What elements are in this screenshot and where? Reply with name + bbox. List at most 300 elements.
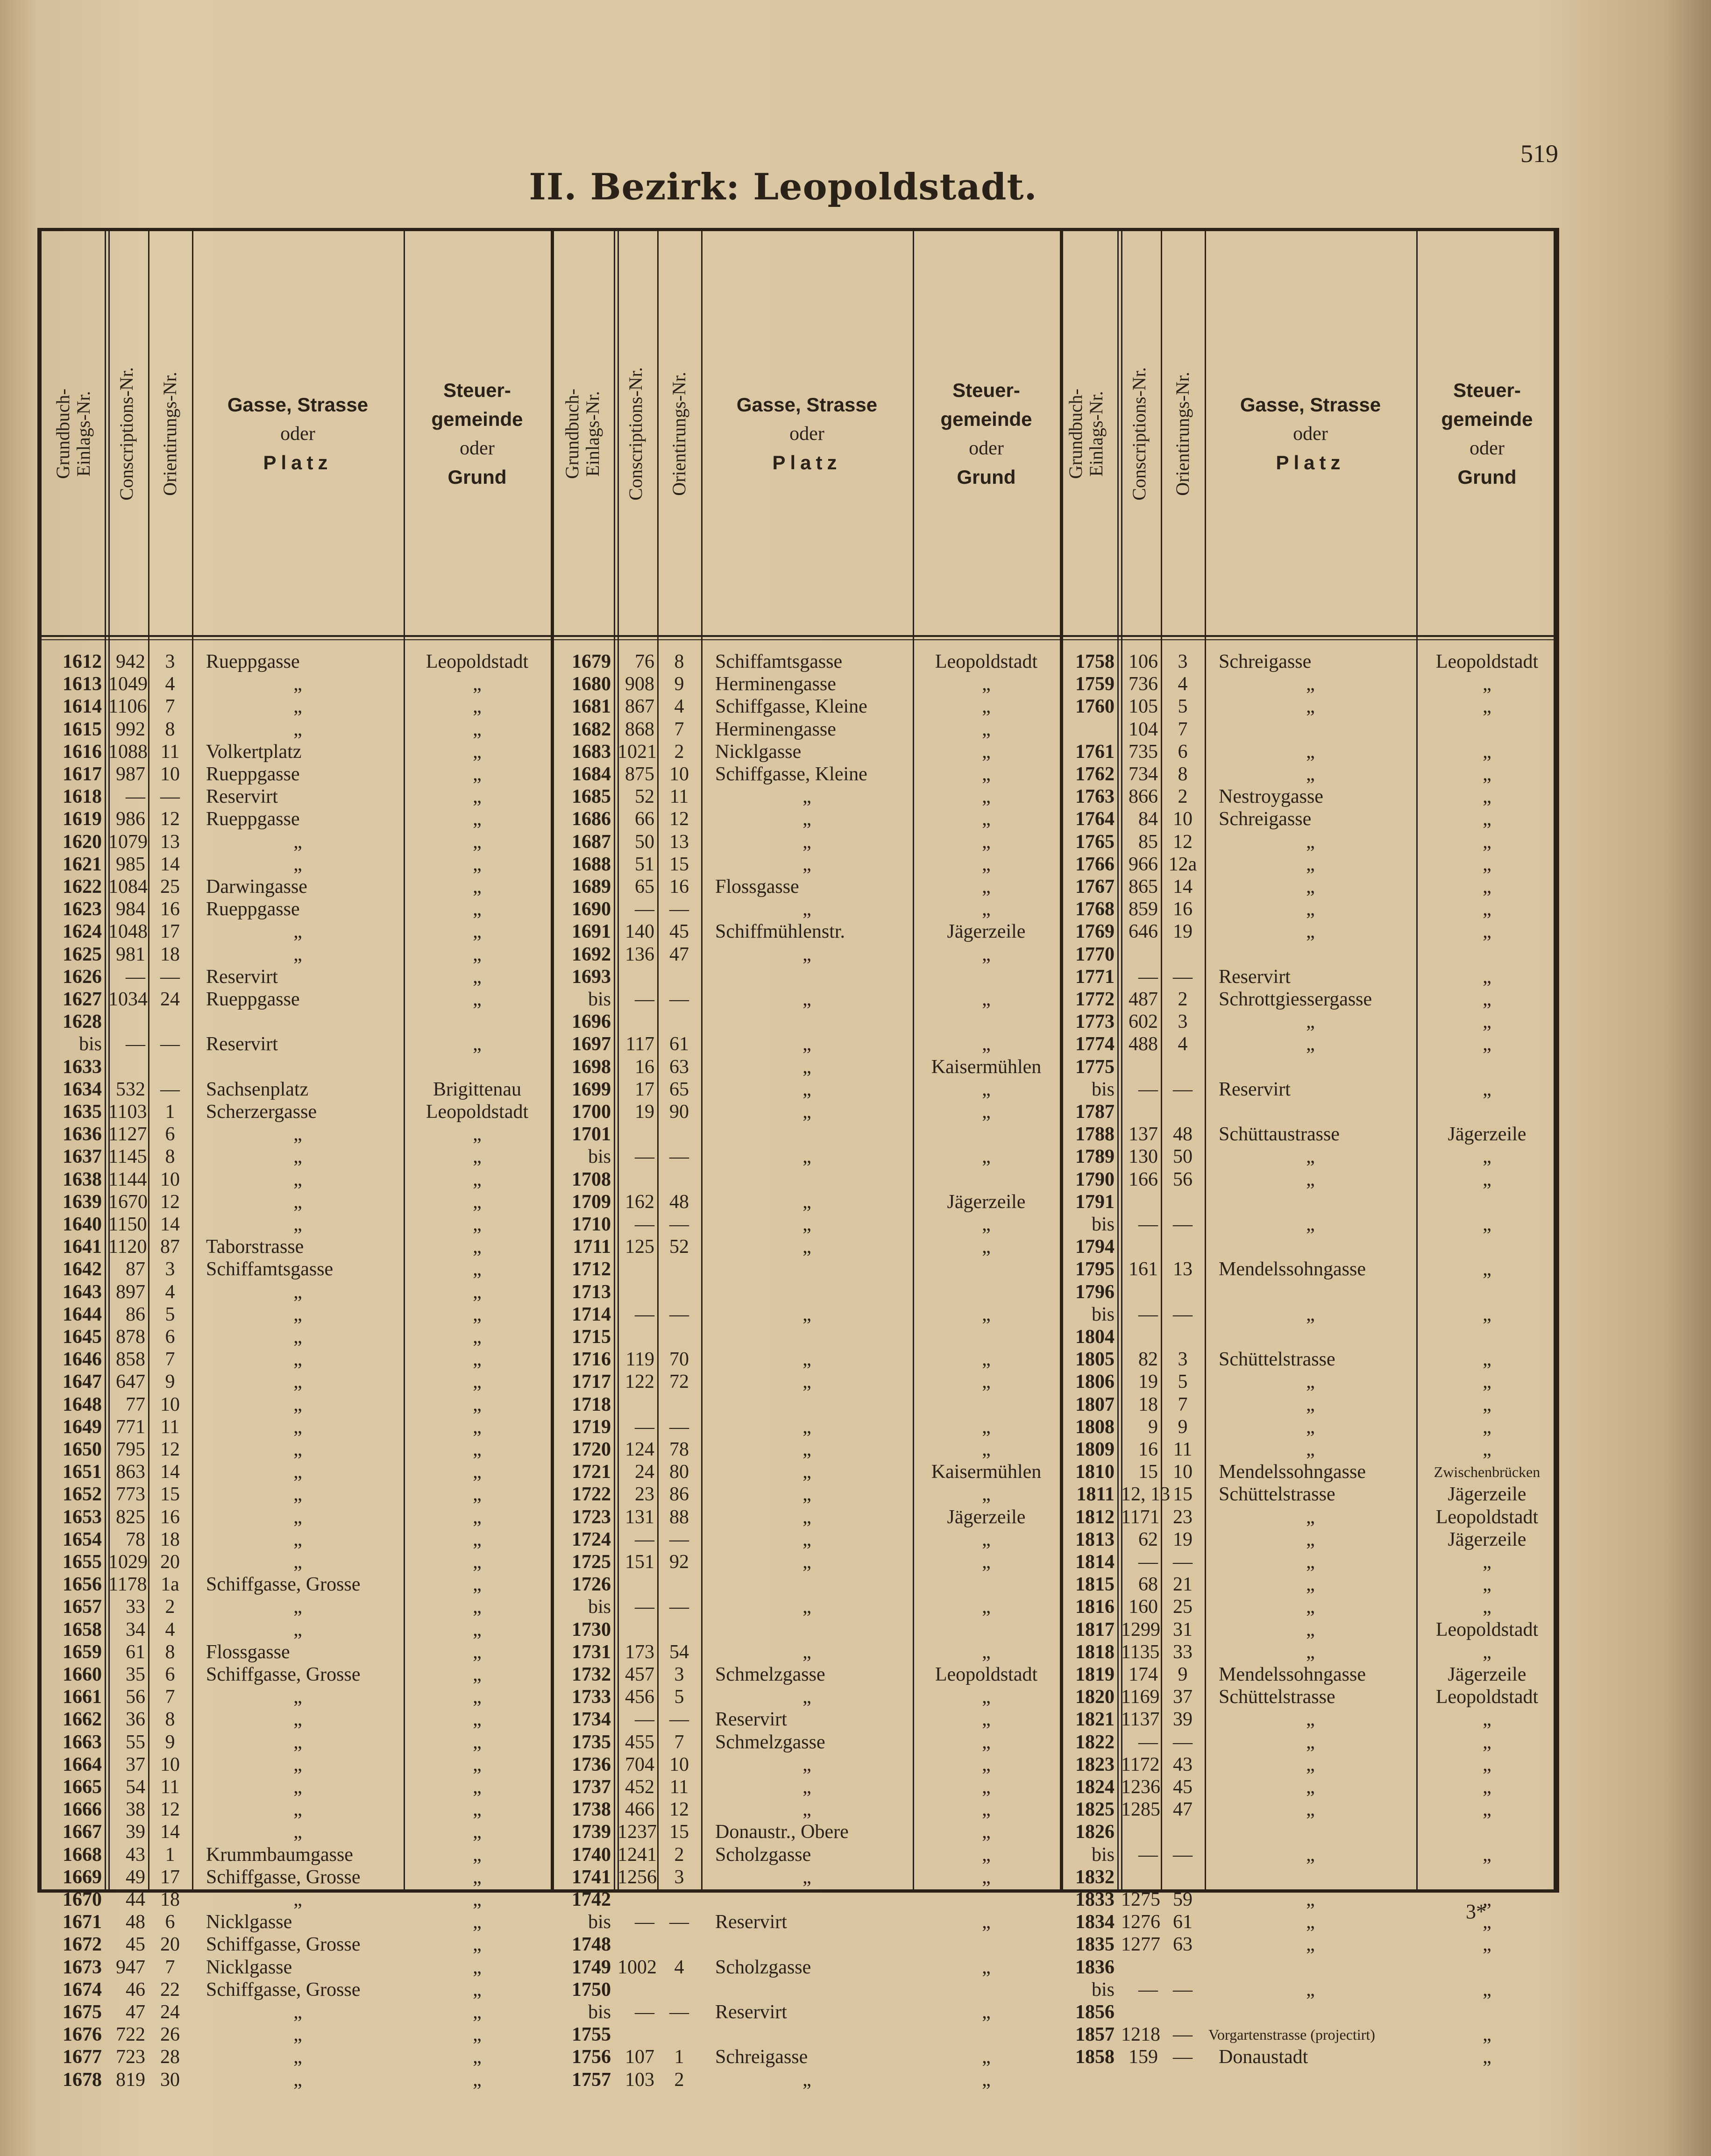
header-gasse-line1: Gasse, Strasse: [736, 394, 878, 416]
conscriptions-nr: —: [635, 1214, 654, 1235]
gasse-name: Nestroygasse: [1219, 786, 1323, 808]
table-row: [551, 1011, 1060, 1033]
grundbuch-nr: 1790: [1075, 1168, 1115, 1190]
table-row: [1054, 1596, 1558, 1618]
steuergemeinde: „: [1483, 696, 1491, 718]
steuergemeinde: „: [473, 921, 482, 943]
gasse-name: „: [802, 1033, 811, 1055]
conscriptions-nr: 1237: [618, 1821, 657, 1843]
conscriptions-nr: 1670: [108, 1191, 148, 1213]
orientirungs-nr: 6: [165, 1124, 175, 1145]
orientirungs-nr: 12: [669, 808, 689, 830]
orientirungs-nr: 10: [669, 763, 689, 785]
orientirungs-nr: 7: [1178, 718, 1188, 740]
gasse-name: „: [802, 1349, 811, 1371]
grundbuch-nr: 1856: [1075, 2001, 1115, 2023]
orientirungs-nr: —: [160, 786, 180, 808]
steuergemeinde: „: [473, 741, 482, 763]
conscriptions-nr: 162: [625, 1191, 654, 1213]
conscriptions-nr: 1275: [1121, 1889, 1160, 1910]
grundbuch-nr: bis: [1091, 1303, 1115, 1325]
table-row: [42, 966, 551, 988]
table-row: [551, 673, 1060, 695]
grundbuch-nr: 1832: [1075, 1866, 1115, 1888]
conscriptions-nr: 151: [625, 1551, 654, 1573]
steuergemeinde: Jägerzeile: [1448, 1664, 1526, 1685]
steuergemeinde: Brigittenau: [433, 1078, 521, 1100]
table-row: [551, 763, 1060, 785]
table-row: [551, 1708, 1060, 1731]
conscriptions-nr: 992: [116, 718, 145, 740]
conscriptions-nr: 736: [1129, 673, 1158, 695]
conscriptions-nr: 47: [126, 2001, 145, 2023]
orientirungs-nr: 4: [674, 696, 684, 718]
table-row: [1054, 1393, 1558, 1416]
grundbuch-nr: 1716: [572, 1349, 611, 1371]
gasse-name: „: [293, 1393, 302, 1415]
gasse-name: Schüttelstrasse: [1219, 1484, 1335, 1506]
conscriptions-nr: 77: [126, 1393, 145, 1415]
steuergemeinde: Leopoldstadt: [935, 1664, 1038, 1685]
grundbuch-nr: 1819: [1075, 1664, 1115, 1685]
gasse-name: „: [293, 1619, 302, 1640]
conscriptions-nr: 130: [1129, 1146, 1158, 1168]
table-row: [42, 1686, 551, 1708]
gasse-name: Rueppgasse: [206, 808, 300, 830]
table-row: [551, 1888, 1060, 1911]
steuergemeinde: „: [1483, 1303, 1491, 1325]
table-row: [551, 1461, 1060, 1483]
grundbuch-nr: 1615: [63, 718, 102, 740]
conscriptions-nr: 1218: [1121, 2024, 1160, 2046]
table-row: [1054, 1101, 1558, 1123]
orientirungs-nr: —: [669, 898, 689, 920]
table-row: [42, 1011, 551, 1033]
orientirungs-nr: 10: [160, 1168, 180, 1190]
gasse-name: Schüttelstrasse: [1219, 1349, 1335, 1371]
gasse-name: Reservirt: [715, 1911, 787, 1933]
gasse-name: „: [293, 2069, 302, 2091]
steuergemeinde: „: [982, 1078, 991, 1100]
steuergemeinde: „: [473, 1753, 482, 1775]
orientirungs-nr: 2: [165, 1596, 175, 1618]
gasse-name: „: [293, 1281, 302, 1303]
grundbuch-nr: 1619: [63, 808, 102, 830]
grundbuch-nr: 1771: [1075, 966, 1115, 988]
table-row: [42, 1708, 551, 1731]
orientirungs-nr: 88: [669, 1506, 689, 1528]
table-row: [42, 1979, 551, 2001]
gasse-name: „: [293, 718, 302, 740]
grundbuch-nr: 1709: [572, 1191, 611, 1213]
grundbuch-nr: 1714: [572, 1303, 611, 1325]
orientirungs-nr: —: [160, 1078, 180, 1100]
grundbuch-nr: 1789: [1075, 1146, 1115, 1168]
conscriptions-nr: 1049: [108, 673, 148, 695]
conscriptions-nr: 119: [625, 1349, 654, 1371]
table-row: [42, 1866, 551, 1888]
gasse-name: Rueppgasse: [206, 898, 300, 920]
gasse-name: Reservirt: [206, 966, 278, 988]
conscriptions-nr: 19: [635, 1101, 654, 1123]
grundbuch-nr: 1758: [1075, 651, 1115, 672]
grundbuch-nr: 1641: [63, 1236, 102, 1258]
steuergemeinde: „: [982, 1033, 991, 1055]
conscriptions-nr: 1127: [108, 1124, 147, 1145]
header-steuer-line: oder: [1470, 438, 1505, 459]
gasse-name: „: [293, 1709, 302, 1731]
conscriptions-nr: 84: [1138, 808, 1158, 830]
conscriptions-nr: 942: [116, 651, 145, 672]
grundbuch-nr: 1701: [572, 1124, 611, 1145]
table-row: [1054, 1236, 1558, 1258]
conscriptions-nr: 1137: [1121, 1709, 1160, 1731]
orientirungs-nr: —: [669, 1416, 689, 1438]
header-orientirungs-label: Orientirungs-Nr.: [1172, 372, 1193, 496]
grundbuch-nr: 1634: [63, 1078, 102, 1100]
conscriptions-nr: 878: [116, 1326, 145, 1348]
grundbuch-nr: 1739: [572, 1821, 611, 1843]
steuergemeinde: „: [982, 1731, 991, 1753]
grundbuch-nr: 1736: [572, 1753, 611, 1775]
table-row: [551, 1979, 1060, 2001]
gasse-name: „: [1306, 1393, 1315, 1415]
grundbuch-nr: 1688: [572, 853, 611, 875]
steuergemeinde: „: [473, 1214, 482, 1235]
conscriptions-nr: 24: [635, 1461, 654, 1483]
grundbuch-nr: 1757: [572, 2069, 611, 2091]
conscriptions-nr: 37: [126, 1753, 145, 1775]
header-grundbuch: [551, 238, 614, 630]
gasse-name: Flossgasse: [206, 1641, 290, 1663]
orientirungs-nr: —: [669, 1596, 689, 1618]
gasse-name: Reservirt: [715, 1709, 787, 1731]
grundbuch-nr: bis: [1091, 1078, 1115, 1100]
grundbuch-nr: 1721: [572, 1461, 611, 1483]
steuergemeinde: „: [1483, 1799, 1491, 1821]
gasse-name: „: [802, 2069, 811, 2091]
table-row: [42, 1911, 551, 1933]
gasse-name: „: [802, 1214, 811, 1235]
grundbuch-nr: 1835: [1075, 1934, 1115, 1956]
conscriptions-nr: 987: [116, 763, 145, 785]
conscriptions-nr: 136: [625, 943, 654, 965]
conscriptions-nr: 76: [635, 651, 654, 672]
grundbuch-nr: 1678: [63, 2069, 102, 2091]
gasse-name: „: [293, 943, 302, 965]
gasse-name: „: [802, 1371, 811, 1393]
steuergemeinde: „: [982, 1101, 991, 1123]
orientirungs-nr: 25: [160, 876, 180, 898]
table-row: [551, 1573, 1060, 1596]
orientirungs-nr: 8: [1178, 763, 1188, 785]
steuergemeinde: „: [473, 1911, 482, 1933]
conscriptions-nr: 34: [126, 1619, 145, 1640]
gasse-name: Nicklgasse: [715, 741, 802, 763]
table-row: [42, 1619, 551, 1641]
gasse-name: „: [802, 1799, 811, 1821]
grundbuch-nr: 1770: [1075, 943, 1115, 965]
orientirungs-nr: 47: [1173, 1799, 1193, 1821]
conscriptions-nr: 868: [625, 718, 654, 740]
gasse-name: „: [1306, 1911, 1315, 1933]
steuergemeinde: „: [1483, 1168, 1491, 1190]
steuergemeinde: „: [1483, 966, 1491, 988]
table-row: [1054, 1303, 1558, 1326]
table-row: [551, 1956, 1060, 1979]
gasse-name: „: [1306, 1596, 1315, 1618]
orientirungs-nr: 7: [165, 1956, 175, 1978]
steuergemeinde: „: [473, 1236, 482, 1258]
gasse-name: Schiffmühlenstr.: [715, 921, 845, 943]
conscriptions-nr: —: [635, 2001, 654, 2023]
table-row: [551, 943, 1060, 966]
steuergemeinde: „: [473, 1686, 482, 1708]
header-rule: [42, 635, 1554, 637]
orientirungs-nr: 2: [1178, 989, 1188, 1010]
gasse-name: Mendelssohngasse: [1219, 1258, 1366, 1280]
table-row: [551, 2001, 1060, 2023]
steuergemeinde: „: [473, 943, 482, 965]
gasse-name: Reservirt: [1219, 966, 1291, 988]
orientirungs-nr: —: [669, 1709, 689, 1731]
table-row: [42, 1101, 551, 1123]
orientirungs-nr: 14: [160, 1214, 180, 1235]
grundbuch-nr: 1775: [1075, 1056, 1115, 1078]
table-row: [1054, 1619, 1558, 1641]
table-row: [42, 741, 551, 763]
header-grundbuch: [42, 238, 105, 630]
steuergemeinde: Jägerzeile: [1448, 1484, 1526, 1506]
steuergemeinde: „: [473, 1934, 482, 1956]
header-steuer-line: gemeinde: [431, 408, 523, 430]
grundbuch-nr: bis: [588, 2001, 611, 2023]
steuergemeinde: „: [473, 1506, 482, 1528]
table-row: [1054, 1753, 1558, 1776]
table-row: [1054, 2023, 1558, 2046]
gasse-name: „: [802, 1439, 811, 1460]
table-row: [551, 785, 1060, 808]
conscriptions-nr: 140: [625, 921, 654, 943]
conscriptions-nr: 85: [1138, 831, 1158, 853]
grundbuch-nr: 1649: [63, 1416, 102, 1438]
conscriptions-nr: 65: [635, 876, 654, 898]
grundbuch-nr: 1814: [1075, 1551, 1115, 1573]
conscriptions-nr: 858: [116, 1349, 145, 1371]
grundbuch-nr: 1645: [63, 1326, 102, 1348]
steuergemeinde: „: [982, 1484, 991, 1506]
table-row: [551, 2023, 1060, 2046]
steuergemeinde: „: [982, 808, 991, 830]
orientirungs-nr: 17: [160, 921, 180, 943]
grundbuch-nr: 1825: [1075, 1799, 1115, 1821]
gasse-name: Rueppgasse: [206, 763, 300, 785]
steuergemeinde: „: [982, 1866, 991, 1888]
table-row: [42, 876, 551, 898]
grundbuch-nr: 1656: [63, 1574, 102, 1596]
conscriptions-nr: 173: [625, 1641, 654, 1663]
steuergemeinde: „: [1483, 808, 1491, 830]
conscriptions-nr: 1144: [108, 1168, 147, 1190]
steuergemeinde: „: [1483, 2024, 1491, 2046]
orientirungs-nr: 1: [165, 1101, 175, 1123]
gasse-name: „: [1306, 1551, 1315, 1573]
grundbuch-nr: 1654: [63, 1528, 102, 1550]
header-grundbuch: [1054, 238, 1117, 630]
grundbuch-nr: 1824: [1075, 1776, 1115, 1798]
gasse-name: „: [293, 1596, 302, 1618]
gasse-name: Krummbaumgasse: [206, 1844, 353, 1866]
orientirungs-nr: 65: [669, 1078, 689, 1100]
table-row: [551, 1348, 1060, 1371]
table-row: [42, 1573, 551, 1596]
grundbuch-nr: 1737: [572, 1776, 611, 1798]
orientirungs-nr: 8: [674, 651, 684, 672]
header-steuer-line: Grund: [447, 466, 507, 488]
conscriptions-nr: 62: [1138, 1528, 1158, 1550]
header-conscriptions-label: Conscriptions-Nr.: [115, 367, 137, 501]
gasse-name: Sachsenplatz: [206, 1078, 309, 1100]
orientirungs-nr: 12: [160, 808, 180, 830]
orientirungs-nr: 10: [160, 1753, 180, 1775]
conscriptions-nr: 33: [126, 1596, 145, 1618]
orientirungs-nr: 3: [674, 1866, 684, 1888]
grundbuch-nr: 1680: [572, 673, 611, 695]
grundbuch-nr: 1693: [572, 966, 611, 988]
gasse-name: „: [802, 1596, 811, 1618]
conscriptions-nr: 23: [635, 1484, 654, 1506]
steuergemeinde: „: [1483, 1731, 1491, 1753]
table-row: [551, 853, 1060, 876]
gasse-name: „: [1306, 1934, 1315, 1956]
steuergemeinde: „: [473, 898, 482, 920]
table-row: [42, 1416, 551, 1438]
orientirungs-nr: —: [1173, 1551, 1193, 1573]
steuergemeinde: „: [982, 1686, 991, 1708]
conscriptions-nr: —: [1138, 1979, 1158, 2000]
steuergemeinde: „: [473, 1956, 482, 1978]
orientirungs-nr: 63: [1173, 1934, 1193, 1956]
conscriptions-nr: 966: [1129, 853, 1158, 875]
conscriptions-nr: 50: [635, 831, 654, 853]
table-row: [42, 1371, 551, 1393]
orientirungs-nr: 16: [160, 1506, 180, 1528]
conscriptions-nr: 104: [1129, 718, 1158, 740]
table-row: [42, 2069, 551, 2091]
steuergemeinde: „: [982, 2069, 991, 2091]
steuergemeinde: Leopoldstadt: [426, 1101, 529, 1123]
grundbuch-nr: 1761: [1075, 741, 1115, 763]
steuergemeinde: „: [982, 1799, 991, 1821]
gasse-name: „: [802, 1686, 811, 1708]
gasse-name: Schrottgiessergasse: [1219, 989, 1372, 1010]
table-row: [1054, 1573, 1558, 1596]
conscriptions-nr: 56: [126, 1686, 145, 1708]
table-row: [1054, 920, 1558, 943]
steuergemeinde: „: [1483, 1349, 1491, 1371]
gasse-name: „: [802, 1551, 811, 1573]
gasse-name: „: [293, 1753, 302, 1775]
conscriptions-nr: 1171: [1121, 1506, 1160, 1528]
header-gasse-line3: Platz: [772, 452, 842, 474]
table-row: [42, 1168, 551, 1191]
gasse-name: „: [293, 1776, 302, 1798]
steuergemeinde: Jägerzeile: [947, 1506, 1026, 1528]
conscriptions-nr: 947: [116, 1956, 145, 1978]
gasse-name: Schiffgasse, Grosse: [206, 1934, 361, 1956]
table-row: [551, 1236, 1060, 1258]
gasse-name: Flossgasse: [715, 876, 799, 898]
orientirungs-nr: 9: [674, 673, 684, 695]
steuergemeinde: „: [1483, 1371, 1491, 1393]
steuergemeinde: Leopoldstadt: [1435, 651, 1539, 672]
gasse-name: „: [1306, 1528, 1315, 1550]
orientirungs-nr: 25: [1173, 1596, 1193, 1618]
orientirungs-nr: 14: [160, 1461, 180, 1483]
grundbuch-nr: 1691: [572, 921, 611, 943]
table-row: [42, 1596, 551, 1618]
table-row: [1054, 1528, 1558, 1551]
conscriptions-nr: 488: [1129, 1033, 1158, 1055]
table-row: [1054, 1708, 1558, 1731]
grundbuch-nr: 1636: [63, 1124, 102, 1145]
conscriptions-nr: 68: [1138, 1574, 1158, 1596]
grundbuch-nr: 1817: [1075, 1619, 1115, 1640]
conscriptions-nr: 819: [116, 2069, 145, 2091]
table-row: [42, 673, 551, 695]
steuergemeinde: „: [473, 1461, 482, 1483]
orientirungs-nr: 48: [1173, 1124, 1193, 1145]
conscriptions-nr: 1178: [108, 1574, 147, 1596]
grundbuch-nr: 1681: [572, 696, 611, 718]
table-row: [42, 1123, 551, 1145]
gasse-name: „: [802, 1484, 811, 1506]
orientirungs-nr: 56: [1173, 1168, 1193, 1190]
gasse-name: „: [293, 1349, 302, 1371]
grundbuch-nr: 1788: [1075, 1124, 1115, 1145]
table-row: [551, 1933, 1060, 1956]
orientirungs-nr: 70: [669, 1349, 689, 1371]
steuergemeinde: „: [1483, 1439, 1491, 1460]
steuergemeinde: „: [473, 808, 482, 830]
grundbuch-nr: 1735: [572, 1731, 611, 1753]
conscriptions-nr: —: [1138, 1844, 1158, 1866]
header-steuer: [404, 238, 551, 630]
table-row: [551, 808, 1060, 830]
steuergemeinde: „: [473, 853, 482, 875]
table-row: [42, 1933, 551, 1956]
grundbuch-nr: 1655: [63, 1551, 102, 1573]
gasse-name: Scholzgasse: [715, 1956, 811, 1978]
orientirungs-nr: —: [1173, 1979, 1193, 2000]
steuergemeinde: „: [982, 876, 991, 898]
steuergemeinde: „: [473, 1146, 482, 1168]
grundbuch-nr: 1664: [63, 1753, 102, 1775]
conscriptions-nr: 735: [1129, 741, 1158, 763]
title-text: II. Bezirk: Leopoldstadt.: [529, 166, 1037, 208]
grundbuch-nr: 1730: [572, 1619, 611, 1640]
orientirungs-nr: 15: [1173, 1484, 1193, 1506]
table-row: [1054, 1551, 1558, 1573]
orientirungs-nr: 10: [669, 1753, 689, 1775]
orientirungs-nr: 2: [674, 2069, 684, 2091]
grundbuch-nr: 1620: [63, 831, 102, 853]
header-steuer-line: oder: [969, 438, 1004, 459]
gasse-name: Schiffgasse, Grosse: [206, 1664, 361, 1685]
table-row: [42, 2001, 551, 2023]
gasse-name: „: [293, 2001, 302, 2023]
header-conscriptions-label: Conscriptions-Nr.: [1128, 367, 1150, 501]
